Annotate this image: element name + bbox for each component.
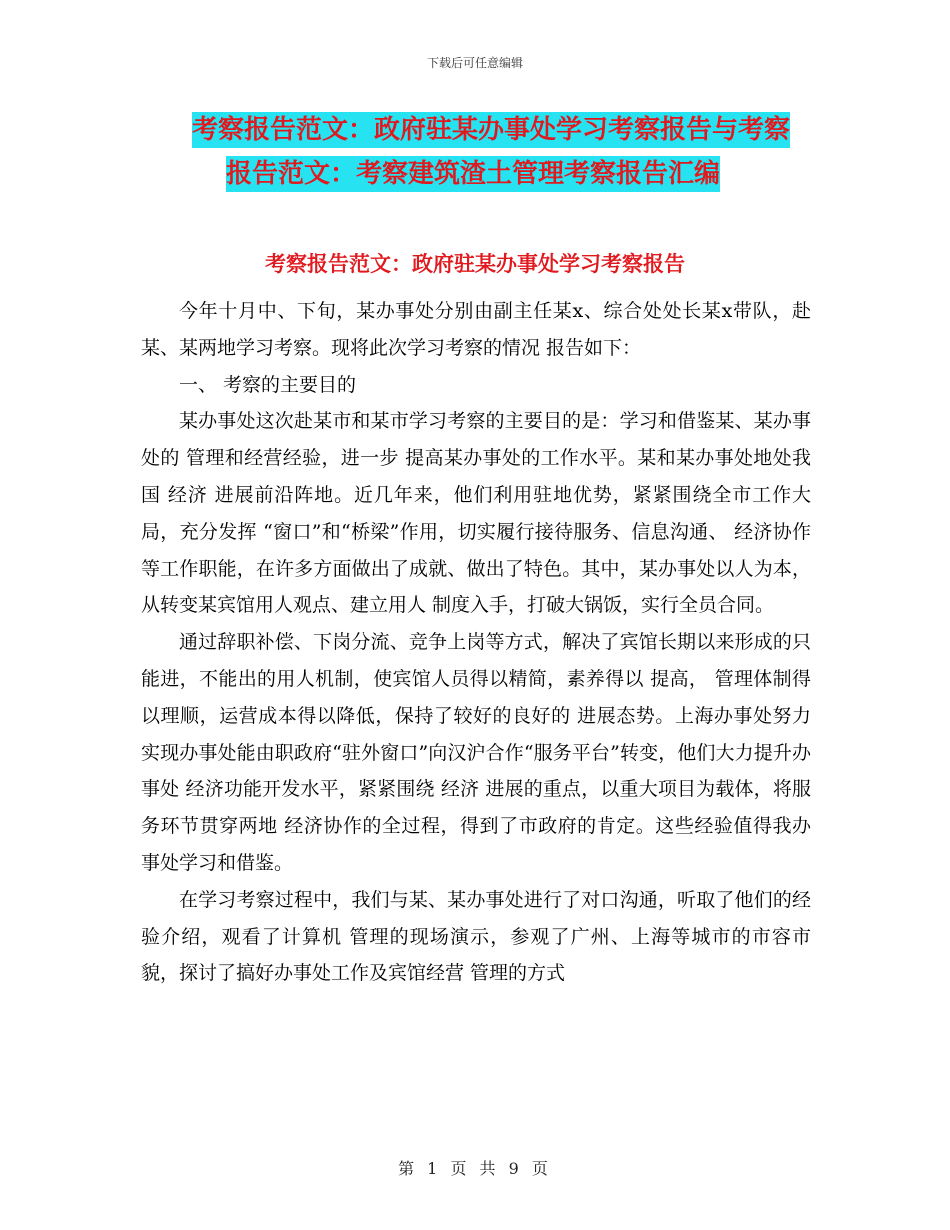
document-body: [141, 293, 811, 992]
paragraph-purpose: 某办事处这次赴某市和某市学习考察的主要目的是：学习和借鉴某、某办事处的 管理和经营经验，进一步 提高某办事处的工作水平。某和某办事处地处我国 经济 进展前沿阵地。近几年来，他们利用驻地优势，紧紧围绕全市工作大局，充分发挥 “窗口”和“桥梁”作用，切实履行接待服务、信息沟通、 经济协作等工作职能，在许多方面做出了成就、做出了特色。其中，某办事处以人为本，从转变某宾馆用人观点、建立用人 制度入手，打破大锅饭，实行全员合同。: [141, 410, 811, 617]
page-number: 第 1 页 共 9 页: [398, 1159, 552, 1178]
document-title-line-1: 考察报告范文：政府驻某办事处学习考察报告与考察: [192, 112, 790, 148]
paragraph-process: 在学习考察过程中，我们与某、某办事处进行了对口沟通，听取了他们的经验介绍，观看了计算机 管理的现场演示，参观了广州、上海等城市的市容市貌，探讨了搞好办事处工作及宾馆经营 管理的方式: [141, 888, 811, 985]
paragraph-heading-purpose: 一、 考察的主要目的: [179, 373, 357, 396]
paragraph-intro: 今年十月中、下旬，某办事处分别由副主任某x、综合处处长某x带队，赴某、某两地学习考察。现将此次学习考察的情况 报告如下：: [141, 300, 811, 359]
document-title: [140, 108, 820, 196]
paragraph-measures: 通过辞职补偿、下岗分流、竞争上岗等方式，解决了宾馆长期以来形成的只能进，不能出的用人机制，使宾馆人员得以精简，素养得以 提高， 管理体制得以理顺，运营成本得以降低，保持了较好的良好的 进展态势。上海办事处努力实现办事处能由职政府“驻外窗口”向汉沪合作“服务平台”转变，他们大力提升办事处 经济功能开发水平，紧紧围绕 经济 进展的重点，以重大项目为载体，将服务环节贯穿两地 经济协作的全过程，得到了市政府的肯定。这些经验值得我办事处学习和借鉴。: [141, 631, 811, 874]
section-title: 考察报告范文：政府驻某办事处学习考察报告: [265, 252, 685, 276]
page-header-note: 下载后可任意编辑: [426, 56, 523, 70]
document-title-line-2: 报告范文：考察建筑渣土管理考察报告汇编: [226, 156, 720, 192]
